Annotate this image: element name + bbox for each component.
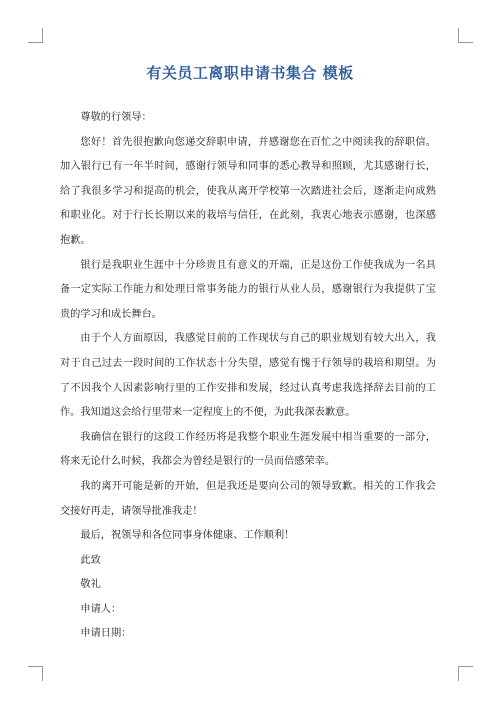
applicant-label: 申请人： <box>80 603 122 615</box>
document-title: 有关员工离职申请书集合 模板 <box>146 64 354 82</box>
closing-cizhi: 此致 <box>80 554 101 566</box>
date-label: 申请日期： <box>80 628 132 640</box>
paragraph-3: 由于个人方面原因，我感觉目前的工作现状与自己的职业规划有较大出入，我对于自己过去一段时间的工作状态十分失望，感觉有愧于行领导的栽培和期望。为了不因我个人因素影响行里的工作安排和发展，经过认真考虑我选择辞去目前的工作。我知道这会给行里带来一定程度上的不便，为此我深表歉意。 <box>60 333 436 419</box>
crop-mark-top-left <box>28 28 43 43</box>
crop-mark-bottom-left <box>28 666 43 681</box>
crop-mark-top-right <box>458 28 473 43</box>
greeting: 尊敬的行领导： <box>80 112 152 123</box>
closing-jingli: 敬礼 <box>80 579 101 591</box>
paragraph-4: 我确信在银行的这段工作经历将是我整个职业生涯发展中相当重要的一部分，将来无论什么时候，我都会为曾经是银行的一员而倍感荣幸。 <box>60 431 436 468</box>
paragraph-6: 最后，祝领导和各位同事身体健康、工作顺利！ <box>80 530 295 542</box>
crop-mark-bottom-right <box>458 666 473 681</box>
paragraph-1: 您好！首先很抱歉向您递交辞职申请，并感谢您在百忙之中阅读我的辞职信。 加入银行已有一年半时间，感谢行领导和同事的悉心教导和照顾，尤其感谢行长，给了我很多学习和提高的机会，使我从离开学校第一次踏进社会后，逐渐走向成熟和职业化。对于行长长期以来的栽培与信任，在此刻，我衷心地表示感谢，也深感抱歉。 <box>60 136 436 246</box>
paragraph-5: 我的离开可能是新的开始，但是我还是要向公司的领导致歉。相关的工作我会交接好再走，请领导批准我走！ <box>60 480 436 517</box>
paragraph-2: 银行是我职业生涯中十分珍贵且有意义的开端，正是这份工作使我成为一名具备一定实际工作能力和处理日常事务能力的银行从业人员，感谢银行为我提供了宝贵的学习和成长舞台。 <box>60 259 436 320</box>
document-body <box>60 106 436 647</box>
